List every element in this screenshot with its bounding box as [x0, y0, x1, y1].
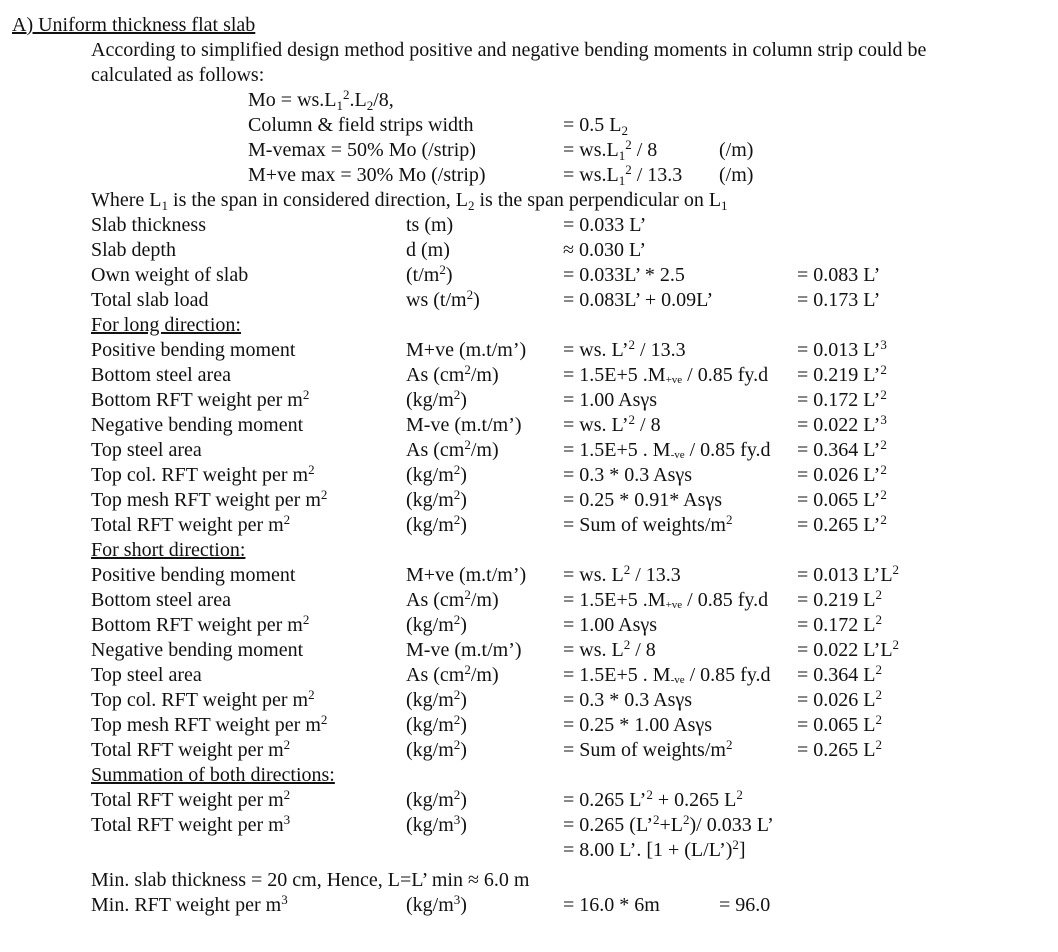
slab-expr: = 0.033 L’	[563, 214, 647, 236]
long-direction-heading: For long direction:	[91, 314, 241, 336]
short-row-label: Total RFT weight per $m^2$	[91, 737, 291, 761]
slab-unit: d (m)	[406, 239, 450, 261]
long-row-unit: $(kg/m^2)$	[406, 487, 467, 511]
summation-row-expr: = 0.265 $(L’^2+L^2)/$ 0.033 L’	[563, 812, 774, 836]
long-row-expr: = 0.3 * 0.3 Asγs	[563, 464, 693, 486]
summation-row-expr: = 8.00 L’. [1 + (L/L’)$^2$]	[563, 837, 746, 861]
long-row-label: Top col. RFT weight per $m^2$	[91, 462, 315, 486]
long-row-result: = 0.364 L’$^2$	[797, 437, 887, 461]
min-rft-result: = 96.0	[719, 894, 771, 916]
short-row-unit: $(kg/m^2)$	[406, 712, 467, 736]
long-row-result: = 0.026 L’$^2$	[797, 462, 887, 486]
long-row-unit: As $(cm^2/m)$	[406, 437, 499, 461]
short-row-result: = 0.172 $L^2$	[797, 612, 882, 636]
slab-expr: ≈ 0.030 L’	[563, 239, 647, 261]
min-rft-unit: $(kg/m^3)$	[406, 892, 467, 916]
slab-result: = 0.173 L’	[797, 289, 881, 311]
long-row-label: Top mesh RFT weight per $m^2$	[91, 487, 328, 511]
intro-line-2: calculated as follows:	[91, 64, 265, 86]
slab-unit: ws $(t/m^2)$	[406, 287, 480, 311]
mneg-value: = $ws.L_1^2 / 8$	[563, 137, 658, 163]
slab-expr: = 0.083L’ + 0.09L’	[563, 289, 714, 311]
mneg-label: M-vemax = 50% Mo (/strip)	[248, 139, 476, 161]
slab-unit: $(t/m^2)$	[406, 262, 453, 286]
slab-label: Slab thickness	[91, 214, 206, 236]
summation-row-unit: $(kg/m^2)$	[406, 787, 467, 811]
long-row-result: = 0.172 L’$^2$	[797, 387, 887, 411]
summation-row-label: Total RFT weight per $m^2$	[91, 787, 291, 811]
short-row-unit: $(kg/m^2)$	[406, 737, 467, 761]
short-row-result: = 0.364 $L^2$	[797, 662, 882, 686]
long-row-label: Top steel area	[91, 439, 202, 461]
short-row-unit: $(kg/m^2)$	[406, 612, 467, 636]
long-row-expr: = 1.00 Asγs	[563, 389, 658, 411]
mpos-unit: (/m)	[719, 164, 754, 186]
mneg-unit: (/m)	[719, 139, 754, 161]
mo-formula: $Mo = ws.L_1^2.L_2/8$,	[248, 87, 394, 113]
long-row-result: = 0.065 L’$^2$	[797, 487, 887, 511]
section-heading: A) Uniform thickness flat slab	[12, 14, 256, 36]
min-rft-expr: = 16.0 * 6m	[563, 894, 660, 916]
long-row-unit: $(kg/m^2)$	[406, 512, 467, 536]
slab-label: Total slab load	[91, 289, 209, 311]
long-row-expr: = 1.5E+5 . $M_{-ve} / 0.85$ fy.d	[563, 439, 771, 461]
short-row-unit: $(kg/m^2)$	[406, 687, 467, 711]
short-row-expr: = Sum of weights/$m^2$	[563, 737, 733, 761]
short-row-unit: M+ve (m.t/m’)	[406, 564, 527, 586]
long-row-result: = 0.013 L’$^3$	[797, 337, 887, 361]
short-row-unit: As $(cm^2/m)$	[406, 587, 499, 611]
short-row-label: Positive bending moment	[91, 564, 296, 586]
long-row-unit: As $(cm^2/m)$	[406, 362, 499, 386]
short-row-result: = 0.026 $L^2$	[797, 687, 882, 711]
short-row-expr: = 1.5E+5 . $M_{-ve} / 0.85$ fy.d	[563, 664, 771, 686]
where-line: Where $L_1$ is the span in considered direction, $L_2$ is the span perpendicular on $L_1$	[91, 189, 728, 213]
short-row-label: Top mesh RFT weight per $m^2$	[91, 712, 328, 736]
short-row-expr: = ws. $L^2 / 13.3$	[563, 562, 681, 586]
slab-label: Slab depth	[91, 239, 176, 261]
short-row-label: Bottom steel area	[91, 589, 231, 611]
long-row-label: Negative bending moment	[91, 414, 304, 436]
long-row-unit: M-ve (m.t/m’)	[406, 414, 522, 436]
summation-row-unit: $(kg/m^3)$	[406, 812, 467, 836]
long-row-label: Bottom steel area	[91, 364, 231, 386]
strip-width-label: Column & field strips width	[248, 114, 474, 136]
short-row-label: Bottom RFT weight per $m^2$	[91, 612, 310, 636]
summation-row-label: Total RFT weight per $m^3$	[91, 812, 291, 836]
short-row-result: = 0.219 $L^2$	[797, 587, 882, 611]
long-row-unit: $(kg/m^2)$	[406, 387, 467, 411]
min-thickness: Min. slab thickness = 20 cm, Hence, L=L’ min ≈ 6.0 m	[91, 869, 530, 891]
slab-unit: ts (m)	[406, 214, 454, 236]
short-row-label: Top col. RFT weight per $m^2$	[91, 687, 315, 711]
long-row-result: = 0.219 L’$^2$	[797, 362, 887, 386]
short-row-result: = 0.013 $L’L^2$	[797, 562, 900, 586]
long-row-label: Bottom RFT weight per $m^2$	[91, 387, 310, 411]
short-row-expr: = 0.3 * 0.3 Asγs	[563, 689, 693, 711]
short-row-expr: = 1.5E+5 $.M_{+ve} / 0.85$ fy.d	[563, 589, 769, 611]
long-row-expr: = 1.5E+5 $.M_{+ve} / 0.85$ fy.d	[563, 364, 769, 386]
long-row-result: = 0.022 L’$^3$	[797, 412, 887, 436]
summation-heading: Summation of both directions:	[91, 764, 335, 786]
long-row-label: Total RFT weight per $m^2$	[91, 512, 291, 536]
short-row-unit: M-ve (m.t/m’)	[406, 639, 522, 661]
min-rft-label: Min. RFT weight per $m^3$	[91, 892, 288, 916]
slab-label: Own weight of slab	[91, 264, 249, 286]
short-row-expr: = ws. $L^2 / 8$	[563, 637, 656, 661]
short-row-unit: As $(cm^2/m)$	[406, 662, 499, 686]
short-row-result: = 0.022 $L’L^2$	[797, 637, 900, 661]
long-row-unit: M+ve (m.t/m’)	[406, 339, 527, 361]
mpos-label: M+ve max = 30% Mo (/strip)	[248, 164, 486, 186]
long-row-unit: $(kg/m^2)$	[406, 462, 467, 486]
long-row-expr: = 0.25 * 0.91* Asγs	[563, 489, 723, 511]
long-row-expr: = Sum of weights/$m^2$	[563, 512, 733, 536]
short-row-expr: = 1.00 Asγs	[563, 614, 658, 636]
long-row-expr: = ws. L’$^2$ / 13.3	[563, 337, 686, 361]
short-direction-heading: For short direction:	[91, 539, 246, 561]
slab-expr: = 0.033L’ * 2.5	[563, 264, 685, 286]
short-row-label: Top steel area	[91, 664, 202, 686]
summation-row-expr: = 0.265 L’$^2$ + 0.265 $L^2$	[563, 787, 743, 811]
short-row-result: = 0.265 $L^2$	[797, 737, 882, 761]
long-row-label: Positive bending moment	[91, 339, 296, 361]
short-row-expr: = 0.25 * 1.00 Asγs	[563, 714, 713, 736]
slab-result: = 0.083 L’	[797, 264, 881, 286]
short-row-label: Negative bending moment	[91, 639, 304, 661]
intro-line-1: According to simplified design method positive and negative bending moments in column strip could be	[91, 39, 927, 61]
long-row-result: = 0.265 L’$^2$	[797, 512, 887, 536]
strip-width-value: = 0.5 $L_2$	[563, 114, 628, 138]
long-row-expr: = ws. L’$^2$ / 8	[563, 412, 661, 436]
mpos-value: = $ws.L_1^2 / 13.3$	[563, 162, 683, 188]
short-row-result: = 0.065 $L^2$	[797, 712, 882, 736]
